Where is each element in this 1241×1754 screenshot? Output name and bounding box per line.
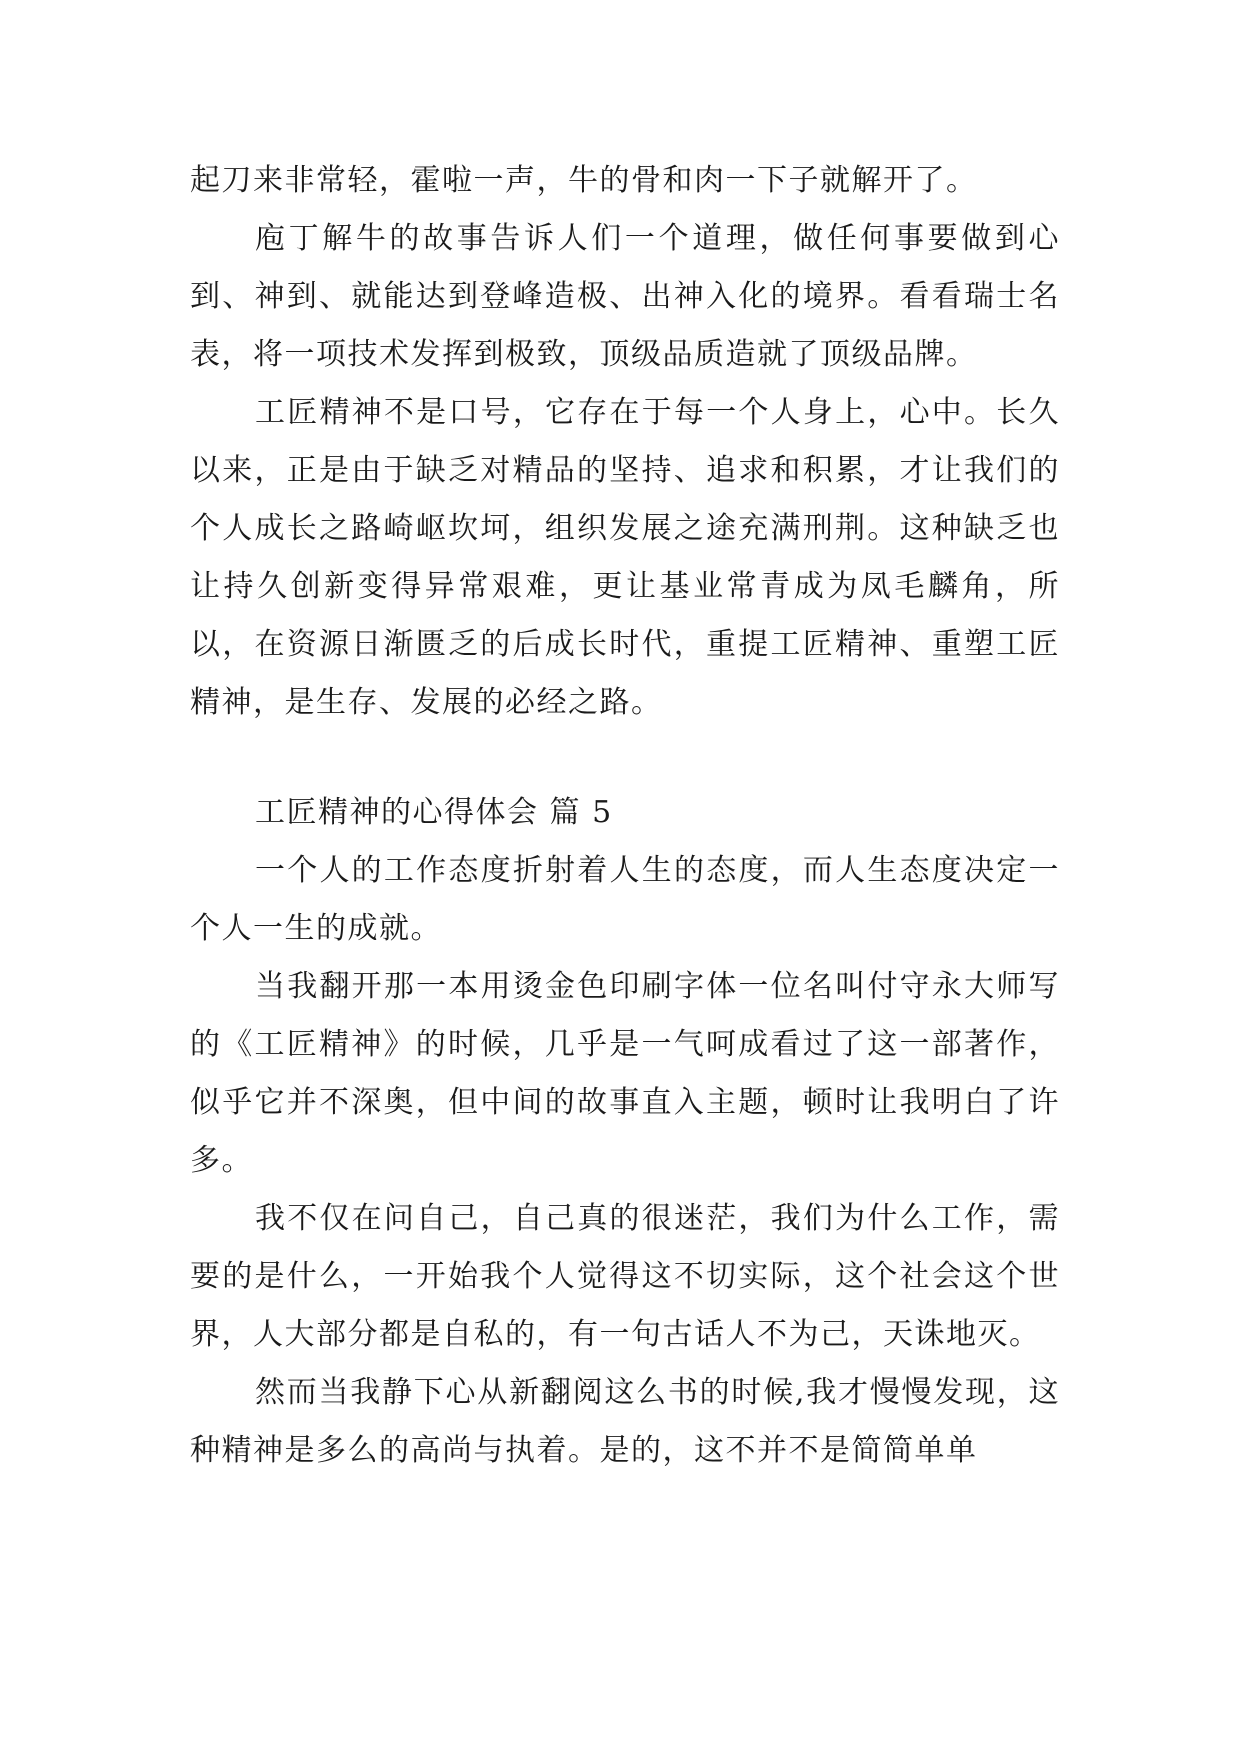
paragraph: 然而当我静下心从新翻阅这么书的时候,我才慢慢发现，这种精神是多么的高尚与执着。是的，这不并不是简简单单 — [190, 1375, 1060, 1468]
paragraph: 庖丁解牛的故事告诉人们一个道理，做任何事要做到心到、神到、就能达到登峰造极、出神入化的境界。看看瑞士名表，将一项技术发挥到极致，顶级品质造就了顶级品牌。 — [190, 221, 1060, 372]
paragraph-continuation: 起刀来非常轻，霍啦一声，牛的骨和肉一下子就解开了。 — [190, 163, 978, 198]
paragraph: 当我翻开那一本用烫金色印刷字体一位名叫付守永大师写的《工匠精神》的时候，几乎是一气呵成看过了这一部著作，似乎它并不深奥，但中间的故事直入主题，顿时让我明白了许多。 — [190, 969, 1060, 1178]
section-heading: 工匠精神的心得体会 篇 5 — [255, 795, 613, 830]
document-body — [190, 152, 1060, 1480]
paragraph: 我不仅在问自己，自己真的很迷茫，我们为什么工作，需要的是什么，一开始我个人觉得这不切实际，这个社会这个世界，人大部分都是自私的，有一句古话人不为己，天诛地灭。 — [190, 1201, 1060, 1352]
paragraph: 工匠精神不是口号，它存在于每一个人身上，心中。长久以来，正是由于缺乏对精品的坚持、追求和积累，才让我们的个人成长之路崎岖坎坷，组织发展之途充满刑荆。这种缺乏也让持久创新变得异常艰难，更让基业常青成为凤毛麟角，所以，在资源日渐匮乏的后成长时代，重提工匠精神、重塑工匠精神，是生存、发展的必经之路。 — [190, 395, 1060, 720]
paragraph: 一个人的工作态度折射着人生的态度，而人生态度决定一个人一生的成就。 — [190, 853, 1060, 946]
